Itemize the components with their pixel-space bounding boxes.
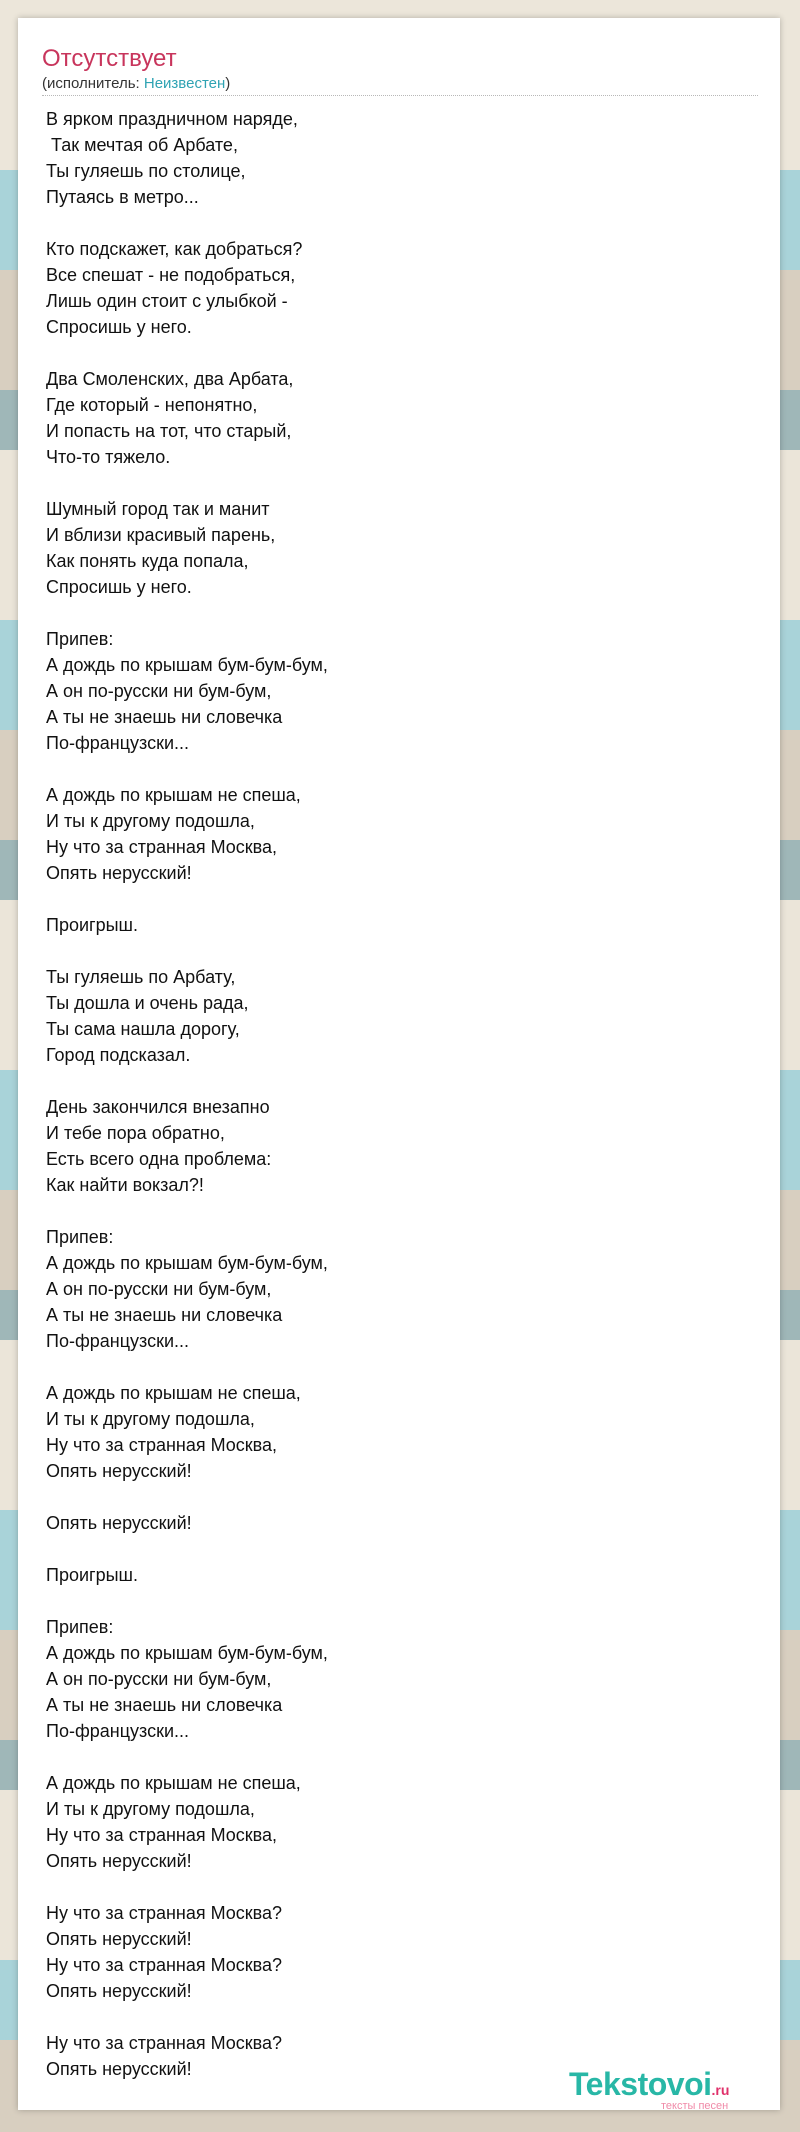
artist-suffix: ) (225, 75, 231, 92)
artist-link[interactable]: Неизвестен (143, 75, 226, 92)
song-title: Отсутствует (42, 45, 177, 72)
site-logo[interactable] (569, 2066, 769, 2110)
lyrics-text: В ярком праздничном наряде, Так мечтая об Арбате, Ты гуляешь по столице, Путаясь в метро... Кто подскажет, как добраться? Все спешат - не подобраться, Лишь один стоит с улыбкой - Спросишь у него. Два Смоленских, два Арбата, Где который - непонятно, И попасть на тот, что старый, Что-то тяжело. Шумный город так и манит И вблизи красивый парень, Как понять куда попала, Спросишь у него. Припев: А дождь по крышам бум-бум-бум, А он по-русски ни бум-бум, А ты не знаешь ни словечка По-французски... А дождь по крышам не спеша, И ты к другому подошла, Ну что за странная Москва, Опять нерусский! Проигрыш. Ты гуляешь по Арбату, Ты дошла и очень рада, Ты сама нашла дорогу, Город подсказал. День закончился внезапно И тебе пора обратно, Есть всего одна проблема: Как найти вокзал?! Припев: А дождь по крышам бум-бум-бум, А он по-русски ни бум-бум, А ты не знаешь ни словечка По-французски... А дождь по крышам не спеша, И ты к другому подошла, Ну что за странная Москва, Опять нерусский! Опять нерусский! Проигрыш. Припев: А дождь по крышам бум-бум-бум, А он по-русски ни бум-бум, А ты не знаешь ни словечка По-французски... А дождь по крышам не спеша, И ты к другому подошла, Ну что за странная Москва, Опять нерусский! Ну что за странная Москва? Опять нерусский! Ну что за странная Москва? Опять нерусский! Ну что за странная Москва? Опять нерусский! (46, 109, 328, 2079)
title-divider (42, 95, 758, 96)
logo-name: Tekstovoi (569, 2066, 712, 2102)
logo-tagline: тексты песен (661, 2100, 729, 2112)
lyrics-card (18, 18, 780, 2110)
logo-domain: .ru (711, 2082, 730, 2098)
artist-line (42, 74, 230, 94)
artist-prefix: (исполнитель: (42, 75, 144, 92)
